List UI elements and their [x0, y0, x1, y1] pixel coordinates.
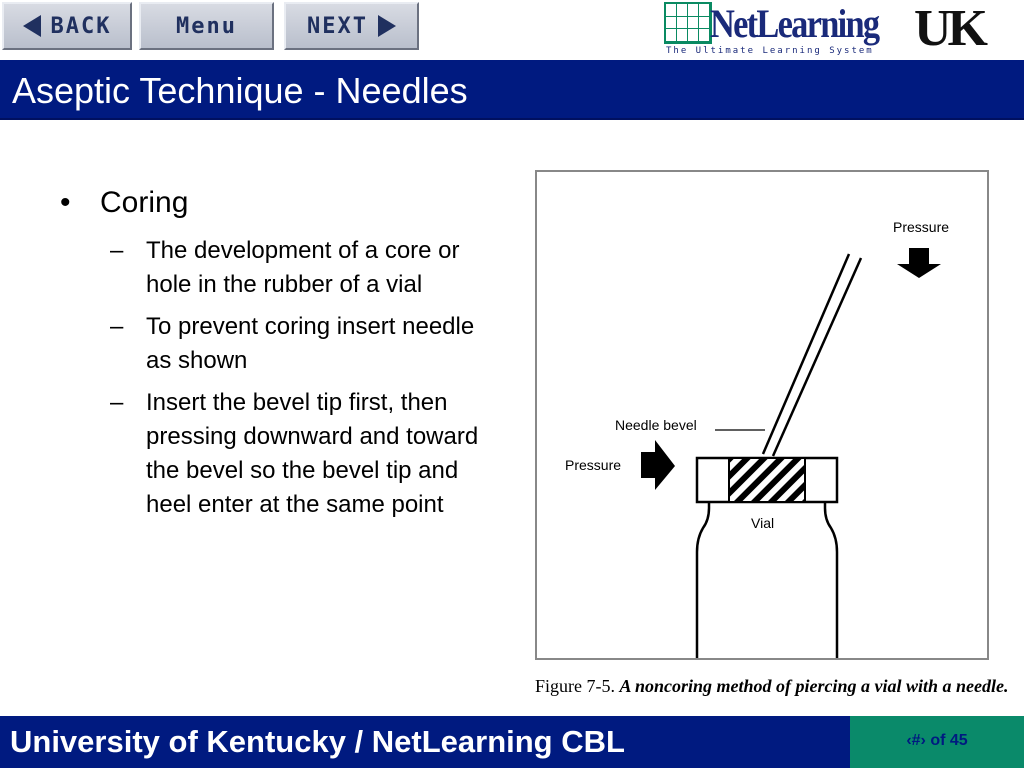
menu-button[interactable] — [139, 2, 274, 50]
figure-caption — [535, 676, 1015, 697]
next-button[interactable] — [284, 2, 419, 50]
menu-button-label: Menu — [176, 13, 237, 39]
dash-icon: – — [110, 313, 124, 340]
subbullet-text: Insert the bevel tip first, then pressing downward and toward the bevel so the bevel tip and heel enter at the same point — [146, 389, 479, 518]
netlearning-grid-icon — [664, 2, 712, 44]
bullet-text: Coring — [100, 186, 189, 219]
page-number-box — [850, 716, 1024, 768]
bullet-dot-icon: • — [60, 186, 71, 219]
needle-vial-figure — [535, 170, 989, 660]
slide-content — [60, 186, 500, 522]
vial-left-wall — [697, 502, 709, 658]
page-title: Aseptic Technique - Needles — [12, 70, 468, 111]
arrow-left-icon — [23, 15, 41, 37]
needle-line-left — [763, 254, 849, 454]
page-number — [850, 732, 1024, 750]
figure-caption-text: A noncoring method of piercing a vial with a needle. — [619, 676, 1009, 696]
stopper-hatched-area — [729, 458, 805, 502]
figure-number: Figure 7-5. — [535, 676, 615, 696]
arrow-right-icon — [378, 15, 396, 37]
footer-title: University of Kentucky / NetLearning CBL — [10, 724, 625, 759]
subbullet-text: The development of a core or hole in the rubber of a vial — [146, 237, 460, 298]
bullet-item — [60, 186, 500, 226]
title-bar — [0, 60, 1024, 120]
needle-bevel-label: Needle bevel — [615, 417, 697, 433]
needle-vial-diagram — [537, 172, 987, 658]
netlearning-tagline: The Ultimate Learning System — [666, 46, 874, 56]
pressure-side-label: Pressure — [565, 457, 622, 473]
back-button[interactable] — [2, 2, 132, 50]
netlearning-wordmark: NetLearning — [710, 1, 879, 46]
down-arrow-icon — [897, 248, 941, 278]
page-current: ‹#› — [906, 732, 926, 749]
vial-label: Vial — [751, 515, 775, 531]
pressure-top-label: Pressure — [893, 219, 950, 235]
page-total: of 45 — [930, 732, 968, 749]
subbullet-item — [110, 310, 496, 378]
next-button-label: NEXT — [307, 13, 368, 39]
subbullet-text: To prevent coring insert needle as shown — [146, 313, 475, 374]
netlearning-logo — [664, 1, 879, 58]
right-arrow-icon — [641, 440, 675, 490]
uk-logo: UK — [914, 0, 984, 57]
dash-icon: – — [110, 389, 124, 416]
needle-line-right — [773, 258, 861, 456]
back-button-label: BACK — [50, 13, 112, 39]
subbullet-item — [110, 386, 496, 522]
dash-icon: – — [110, 237, 124, 264]
vial-right-wall — [825, 502, 837, 658]
subbullet-item — [110, 234, 496, 302]
